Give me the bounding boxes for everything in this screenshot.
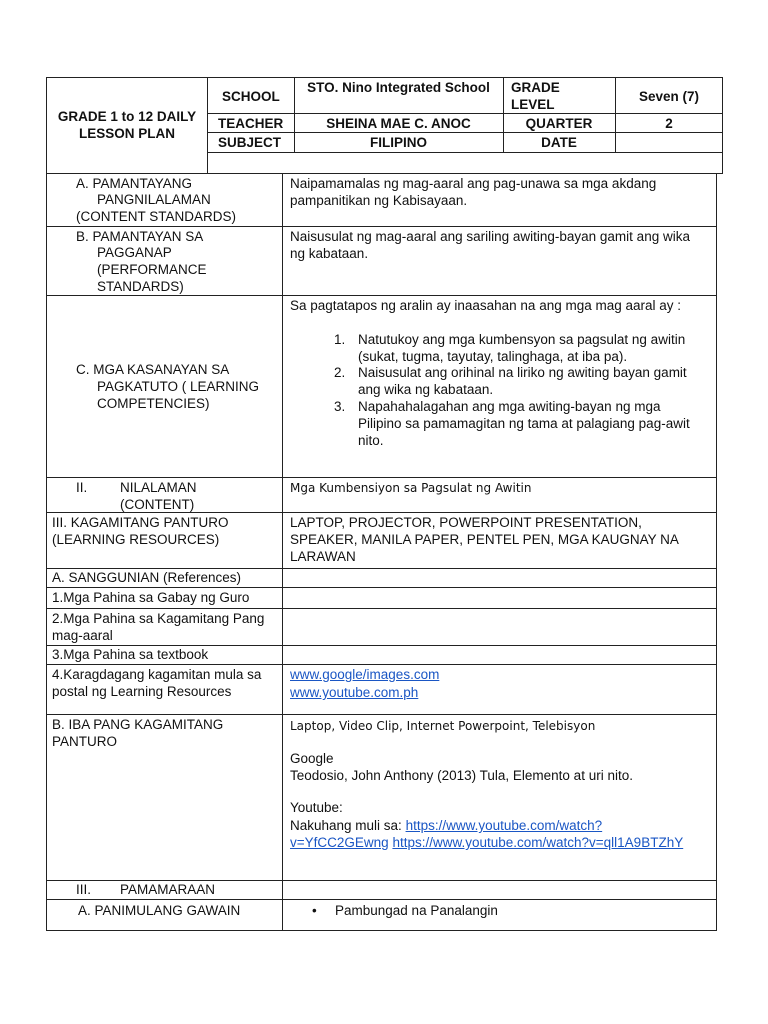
content-standards-label-2: PANGNILALAMAN <box>97 192 211 207</box>
quarter-value: 2 <box>665 116 673 131</box>
performance-standards-label-3: (PERFORMANCE <box>97 262 207 277</box>
subject-value: FILIPINO <box>370 135 427 150</box>
preliminary-label: A. PANIMULANG GAWAIN <box>78 903 241 918</box>
content-standards-label-3: (CONTENT STANDARDS) <box>76 209 237 224</box>
content-label-2: (CONTENT) <box>120 497 195 512</box>
competencies-label-1: C. MGA KASANAYAN SA <box>76 362 230 377</box>
teacher-value: SHEINA MAE C. ANOC <box>326 116 471 131</box>
competency-text: Natutukoy ang mga kumbensyon sa pagsulat ng awitin (sukat, tugma, tayutay, talinghaga, at iba pa). <box>358 332 686 364</box>
competency-number: 3. <box>334 399 346 414</box>
teacher-label: TEACHER <box>218 116 284 131</box>
content-standards-label-1: A. PAMANTAYANG <box>76 176 193 191</box>
retrieved-from-text: Nakuhang muli sa: <box>290 818 406 833</box>
lesson-plan-title: GRADE 1 to 12 DAILY LESSON PLAN <box>57 109 197 141</box>
quarter-label: QUARTER <box>525 116 593 131</box>
teacher-guide-label: 1.Mga Pahina sa Gabay ng Guro <box>52 590 250 605</box>
competencies-label-2: PAGKATUTO ( LEARNING <box>97 379 260 394</box>
textbook-label: 3.Mga Pahina sa textbook <box>52 647 209 662</box>
youtube-link[interactable]: www.youtube.com.ph <box>290 685 419 700</box>
competency-text: Napahahalagahan ang mga awiting-bayan ng mga Pilipino sa pamamagitan ng tama at palagiang pag-awit nito. <box>358 399 690 448</box>
competency-number: 2. <box>334 365 346 380</box>
additional-materials-label: 4.Karagdagang kagamitan mula sa postal ng Learning Resources <box>52 667 262 699</box>
school-label: SCHOOL <box>222 89 280 104</box>
school-value: STO. Nino Integrated School <box>307 80 490 95</box>
performance-standards-label-4: STANDARDS) <box>97 279 184 294</box>
grade-level-label: GRADE LEVEL <box>511 80 560 112</box>
bullet-icon: • <box>312 903 317 918</box>
procedure-number: III. <box>76 882 92 897</box>
competencies-intro: Sa pagtatapos ng aralin ay inaasahan na ang mga mag aaral ay : <box>290 298 682 313</box>
performance-standards-label-2: PAGGANAP <box>97 245 172 260</box>
content-number: II. <box>76 480 88 495</box>
youtube-watch-link-2[interactable]: https://www.youtube.com/watch?v=qll1A9BTZhY <box>392 835 684 850</box>
other-resources-line-3: Teodosio, John Anthony (2013) Tula, Elemento at uri nito. <box>290 768 633 783</box>
competencies-label-3: COMPETENCIES) <box>97 396 210 411</box>
other-resources-line-4: Youtube: <box>290 800 343 815</box>
content-value: Mga Kumbensiyon sa Pagsulat ng Awitin <box>290 481 532 495</box>
youtube-watch-link-1[interactable]: https://www.youtube.com/watch? <box>405 818 603 833</box>
date-label: DATE <box>541 135 577 150</box>
content-label-1: NILALAMAN <box>120 480 197 495</box>
content-standards-value: Naipamamalas ng mag-aaral ang pag-unawa sa mga akdang pampanitikan ng Kabisayaan. <box>290 176 657 208</box>
competency-number: 1. <box>334 332 346 347</box>
other-resources-line-1: Laptop, Video Clip, Internet Powerpoint, Telebisyon <box>290 719 596 733</box>
performance-standards-value: Naisusulat ng mag-aaral ang sariling awiting-bayan gamit ang wika ng kabataan. <box>290 229 690 261</box>
grade-level-value: Seven (7) <box>638 89 700 104</box>
other-resources-line-5 <box>290 817 602 834</box>
learning-resources-label: III. KAGAMITANG PANTURO (LEARNING RESOURCES) <box>52 515 229 547</box>
performance-standards-label-1: B. PAMANTAYAN SA <box>76 229 204 244</box>
competency-text: Naisusulat ang orihinal na liriko ng awiting bayan gamit ang wika ng kabataan. <box>358 365 687 397</box>
other-resources-line-6 <box>290 834 683 851</box>
google-images-link[interactable]: www.google/images.com <box>290 667 440 682</box>
procedure-label: PAMAMARAAN <box>120 882 216 897</box>
learner-materials-label: 2.Mga Pahina sa Kagamitang Pang mag-aaral <box>52 611 265 643</box>
youtube-watch-link-1-cont[interactable]: v=YfCC2GEwng <box>290 835 389 850</box>
other-resources-label: B. IBA PANG KAGAMITANG PANTURO <box>52 717 224 749</box>
references-label: A. SANGGUNIAN (References) <box>52 570 242 585</box>
subject-label: SUBJECT <box>218 135 282 150</box>
other-resources-line-2: Google <box>290 751 334 766</box>
preliminary-value: Pambungad na Panalangin <box>335 903 498 918</box>
learning-resources-value: LAPTOP, PROJECTOR, POWERPOINT PRESENTATION, SPEAKER, MANILA PAPER, PENTEL PEN, MGA KAUGNAY NA LARAWAN <box>290 515 679 564</box>
